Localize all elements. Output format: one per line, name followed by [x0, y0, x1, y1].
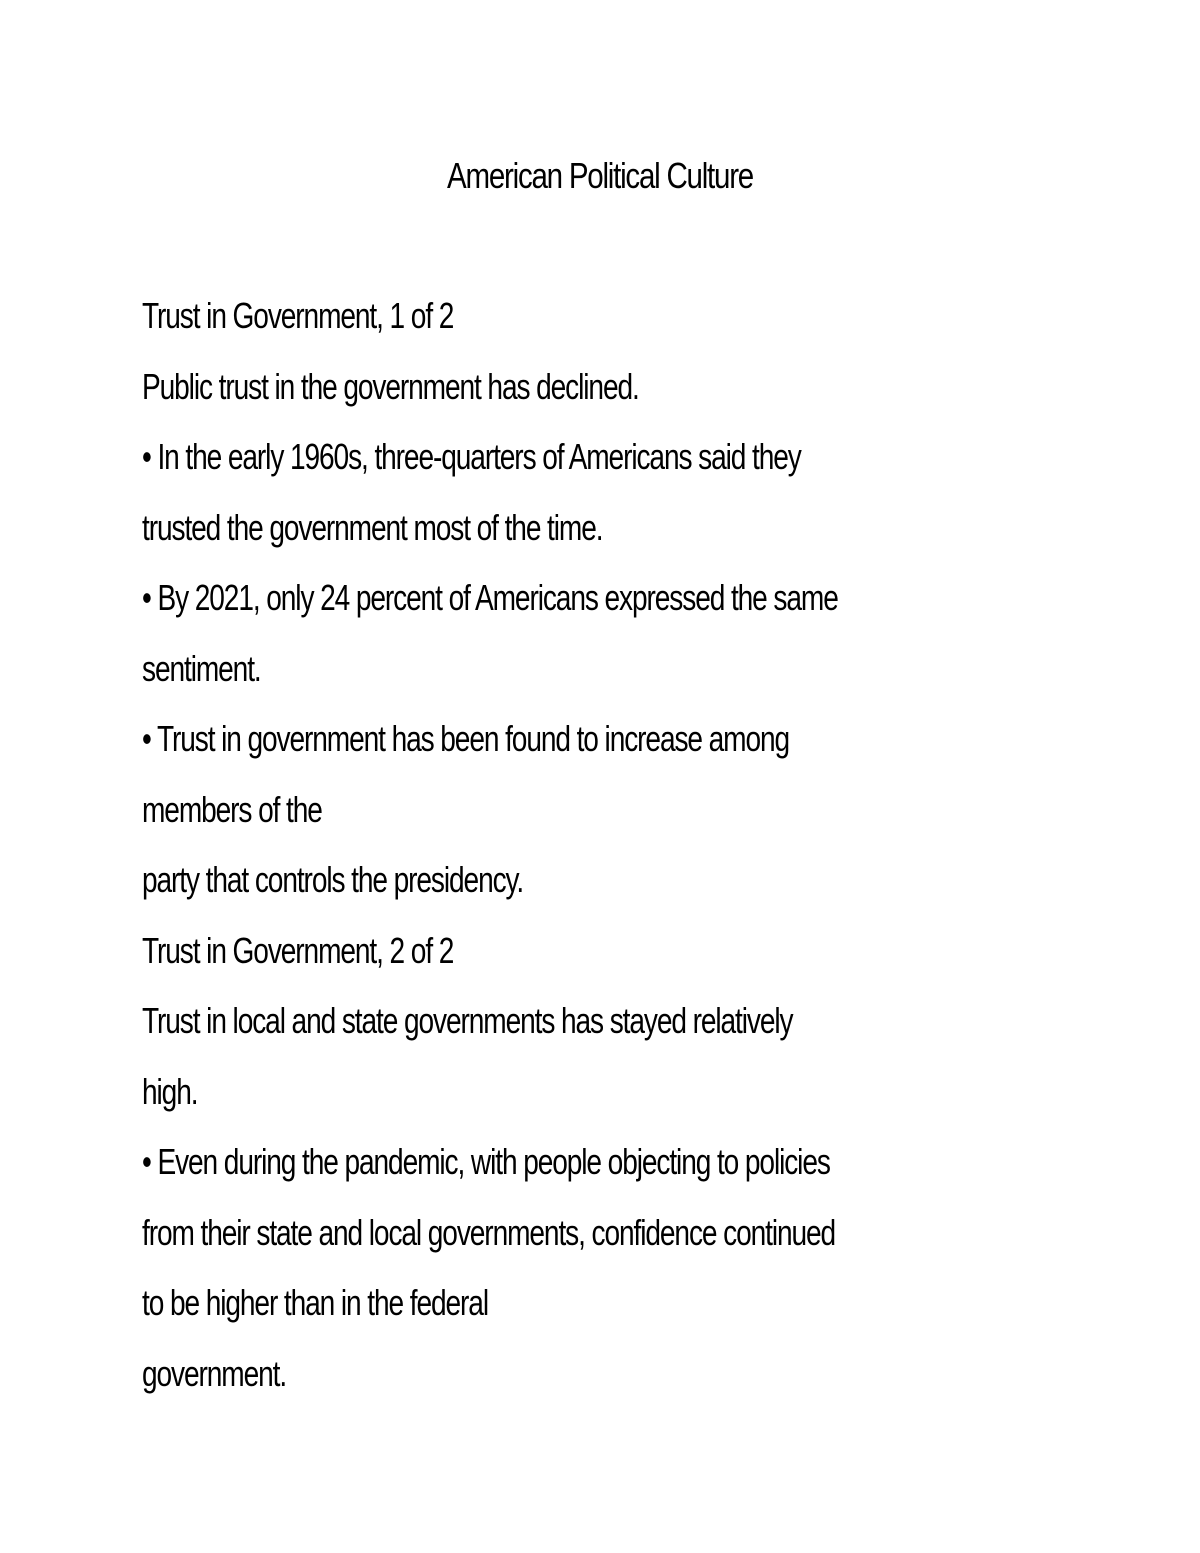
text-line: trusted the government most of the time. — [142, 506, 603, 548]
text-line: party that controls the presidency. — [142, 859, 524, 900]
bullet-line: • Trust in government has been found to increase among — [142, 718, 790, 759]
bullet-line: • Even during the pandemic, with people objecting to policies — [142, 1141, 830, 1182]
document-body — [142, 290, 1162, 1418]
section-heading-trust-2: Trust in Government, 2 of 2 — [142, 929, 454, 971]
text-line: Trust in local and state governments has stayed relatively — [142, 1000, 793, 1041]
document-title: American Political Culture — [447, 155, 753, 196]
text-line: Public trust in the government has declined. — [142, 365, 639, 407]
bullet-line: • By 2021, only 24 percent of Americans expressed the same — [142, 577, 838, 618]
text-line: members of the — [142, 788, 322, 830]
text-line: to be higher than in the federal — [142, 1282, 488, 1323]
text-line: high. — [142, 1070, 198, 1112]
text-line: sentiment. — [142, 647, 261, 689]
bullet-line: • In the early 1960s, three-quarters of Americans said they — [142, 436, 801, 477]
section-heading-trust-1: Trust in Government, 1 of 2 — [142, 295, 454, 336]
text-line: government. — [142, 1352, 287, 1394]
text-line: from their state and local governments, confidence continued — [142, 1211, 836, 1253]
